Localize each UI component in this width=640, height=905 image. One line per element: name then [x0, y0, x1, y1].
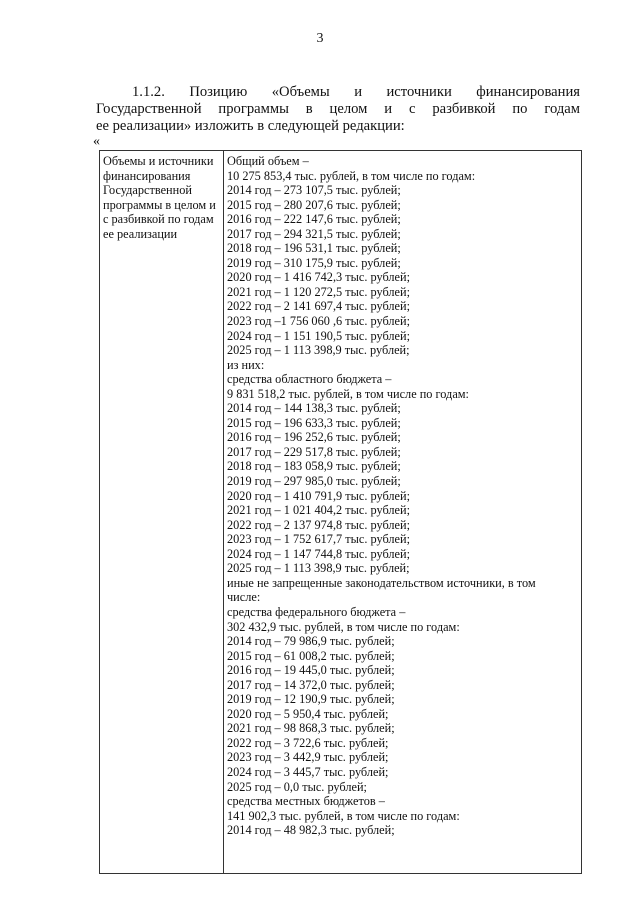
value-line: 2023 год –1 756 060 ,6 тыс. рублей; [227, 314, 410, 329]
value-line: 2019 год – 297 985,0 тыс. рублей; [227, 474, 401, 489]
value-line: 2022 год – 2 141 697,4 тыс. рублей; [227, 299, 410, 314]
value-line: 2016 год – 222 147,6 тыс. рублей; [227, 212, 401, 227]
value-line: 2020 год – 1 410 791,9 тыс. рублей; [227, 488, 410, 503]
value-line: 2017 год – 229 517,8 тыс. рублей; [227, 444, 401, 459]
value-line: 2016 год – 196 252,6 тыс. рублей; [227, 430, 401, 445]
value-line: 2025 год – 1 113 398,9 тыс. рублей; [227, 343, 410, 358]
value-line: 2021 год – 98 868,3 тыс. рублей; [227, 721, 395, 736]
table-row [100, 151, 582, 874]
value-line: 2018 год – 183 058,9 тыс. рублей; [227, 459, 401, 474]
value-line: 2019 год – 12 190,9 тыс. рублей; [227, 692, 395, 707]
label-line: Государственной [103, 183, 192, 198]
value-line: 2014 год – 144 138,3 тыс. рублей; [227, 401, 401, 416]
value-line: 2024 год – 1 151 190,5 тыс. рублей; [227, 328, 410, 343]
value-line: 2017 год – 14 372,0 тыс. рублей; [227, 677, 395, 692]
label-line: финансирования [103, 168, 191, 183]
value-line: 302 432,9 тыс. рублей, в том числе по годам: [227, 619, 460, 634]
value-line: числе: [227, 590, 261, 605]
label-cell [100, 151, 224, 874]
value-cell [224, 151, 582, 874]
label-line: программы в целом и [103, 197, 216, 212]
value-line: 2024 год – 1 147 744,8 тыс. рублей; [227, 546, 410, 561]
value-line: 2015 год – 280 207,6 тыс. рублей; [227, 197, 401, 212]
value-line: 2025 год – 0,0 тыс. рублей; [227, 779, 367, 794]
value-line: 2022 год – 3 722,6 тыс. рублей; [227, 735, 389, 750]
value-line: 141 902,3 тыс. рублей, в том числе по годам: [227, 808, 460, 823]
value-line: из них: [227, 357, 265, 372]
value-line: 2022 год – 2 137 974,8 тыс. рублей; [227, 517, 410, 532]
value-line: средства областного бюджета – [227, 372, 392, 387]
value-line: 2014 год – 273 107,5 тыс. рублей; [227, 183, 401, 198]
value-line: 2025 год – 1 113 398,9 тыс. рублей; [227, 561, 410, 576]
value-line: 2021 год – 1 021 404,2 тыс. рублей; [227, 503, 410, 518]
value-line: 2015 год – 61 008,2 тыс. рублей; [227, 648, 395, 663]
value-line: 2020 год – 1 416 742,3 тыс. рублей; [227, 270, 410, 285]
value-line: 9 831 518,2 тыс. рублей, в том числе по годам: [227, 386, 469, 401]
value-line: 2018 год – 196 531,1 тыс. рублей; [227, 241, 401, 256]
value-line: 2021 год – 1 120 272,5 тыс. рублей; [227, 284, 410, 299]
value-line: 2024 год – 3 445,7 тыс. рублей; [227, 764, 389, 779]
page-number: 3 [316, 31, 324, 46]
value-line: 2015 год – 196 633,3 тыс. рублей; [227, 415, 401, 430]
value-line: 10 275 853,4 тыс. рублей, в том числе по годам: [227, 168, 476, 183]
value-line: 2014 год – 79 986,9 тыс. рублей; [227, 634, 395, 649]
intro-line-3: ее реализации» изложить в следующей редакции: [96, 118, 405, 134]
value-line: 2016 год – 19 445,0 тыс. рублей; [227, 663, 395, 678]
value-line: 2020 год – 5 950,4 тыс. рублей; [227, 706, 389, 721]
label-line: Объемы и источники [103, 154, 214, 168]
value-line: средства федерального бюджета – [227, 604, 406, 619]
value-line: средства местных бюджетов – [227, 794, 385, 809]
value-line: иные не запрещенные законодательством источники, в том [227, 575, 536, 590]
label-line: с разбивкой по годам [103, 212, 214, 227]
value-line: 2023 год – 3 442,9 тыс. рублей; [227, 750, 389, 765]
value-lines [227, 154, 578, 838]
intro-line-2: Государственной программы в целом и с разбивкой по годам [96, 101, 580, 117]
value-line: 2017 год – 294 321,5 тыс. рублей; [227, 226, 401, 241]
intro-paragraph [96, 84, 580, 135]
value-line: 2019 год – 310 175,9 тыс. рублей; [227, 255, 401, 270]
value-line: Общий объем – [227, 154, 309, 168]
value-line: 2023 год – 1 752 617,7 тыс. рублей; [227, 532, 410, 547]
label-line: ее реализации [103, 226, 178, 241]
financing-table [99, 150, 582, 874]
label-lines [103, 154, 220, 241]
intro-line-1: 1.1.2. Позицию «Объемы и источники финансирования [132, 84, 580, 100]
opening-quote-mark: « [93, 134, 100, 149]
value-line: 2014 год – 48 982,3 тыс. рублей; [227, 823, 395, 838]
